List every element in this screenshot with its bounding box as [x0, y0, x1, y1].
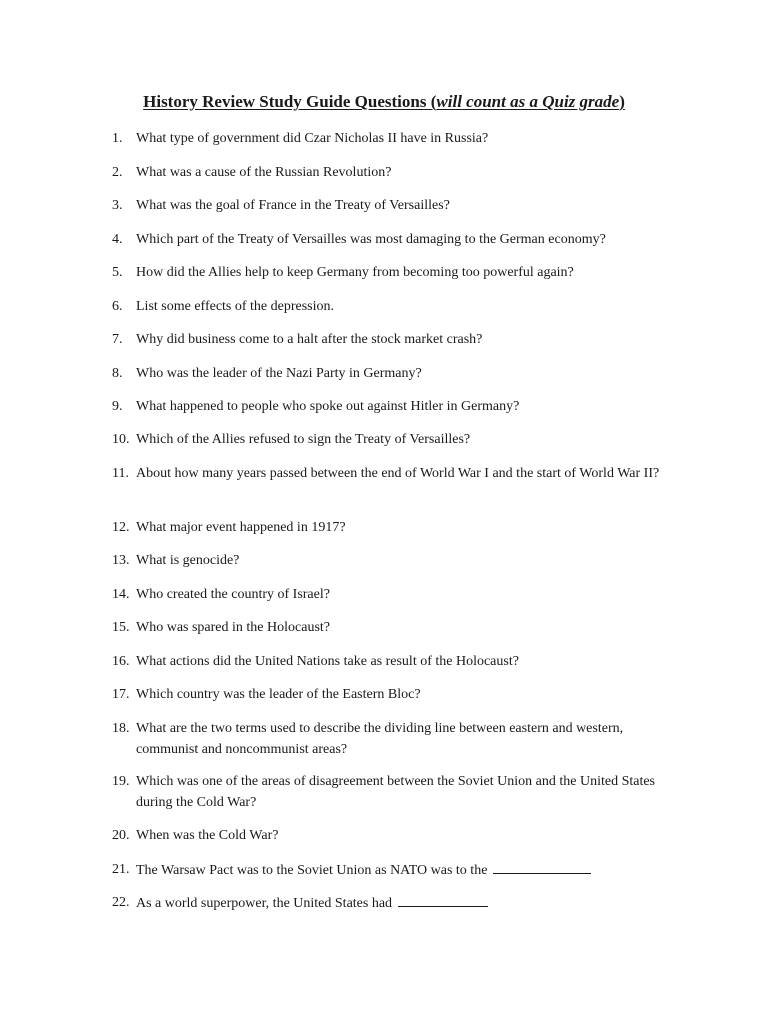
question-item [112, 825, 672, 846]
question-text: When was the Cold War? [136, 828, 279, 843]
page-title [0, 92, 768, 112]
question-text: About how many years passed between the end of World War I and the start of World War II? [136, 466, 660, 481]
question-number: 12. [112, 520, 130, 535]
question-item [112, 771, 672, 813]
question-item [112, 262, 672, 283]
question-text: Who was the leader of the Nazi Party in Germany? [136, 366, 422, 381]
question-text: Which of the Allies refused to sign the Treaty of Versailles? [136, 432, 471, 447]
question-text: What is genocide? [136, 553, 240, 568]
title-close: ) [619, 92, 625, 111]
question-number: 8. [112, 366, 123, 381]
question-text-content: As a world superpower, the United States had [136, 896, 396, 911]
question-item [112, 584, 672, 605]
question-number: 19. [112, 774, 130, 789]
question-number: 18. [112, 721, 130, 736]
answer-blank [493, 859, 591, 874]
question-number: 17. [112, 687, 130, 702]
question-number: 2. [112, 165, 123, 180]
question-text: What was the goal of France in the Treaty of Versailles? [136, 198, 450, 213]
question-item [112, 195, 672, 216]
question-number: 3. [112, 198, 123, 213]
question-item [112, 550, 672, 571]
question-text: How did the Allies help to keep Germany from becoming too powerful again? [136, 265, 574, 280]
question-text [136, 859, 672, 881]
question-number: 21. [112, 862, 130, 877]
question-item [112, 859, 672, 881]
question-number: 20. [112, 828, 130, 843]
question-number: 16. [112, 654, 130, 669]
question-text: What major event happened in 1917? [136, 520, 346, 535]
question-number: 1. [112, 131, 123, 146]
question-text: Which country was the leader of the Eastern Bloc? [136, 687, 421, 702]
question-item [112, 329, 672, 350]
question-text: Which part of the Treaty of Versailles was most damaging to the German economy? [136, 232, 606, 247]
title-main: History Review Study Guide Questions ( [143, 92, 437, 111]
question-text: List some effects of the depression. [136, 299, 335, 314]
question-item [112, 718, 672, 760]
question-item [112, 617, 672, 638]
question-text [136, 892, 672, 914]
answer-blank [398, 892, 488, 907]
question-item [112, 429, 672, 450]
question-number: 14. [112, 587, 130, 602]
question-text: Who created the country of Israel? [136, 587, 330, 602]
question-text: What type of government did Czar Nicholas II have in Russia? [136, 131, 489, 146]
question-text: Why did business come to a halt after the stock market crash? [136, 332, 483, 347]
question-item [112, 892, 672, 914]
question-text: What actions did the United Nations take as result of the Holocaust? [136, 654, 519, 669]
question-item [112, 296, 672, 317]
question-item [112, 128, 672, 149]
question-item [112, 396, 672, 417]
question-number: 9. [112, 399, 123, 414]
question-text: What was a cause of the Russian Revolution? [136, 165, 392, 180]
question-item [112, 684, 672, 705]
question-text: What are the two terms used to describe the dividing line between eastern and western, communist and noncommunist areas? [136, 721, 624, 757]
question-item [112, 162, 672, 183]
question-number: 6. [112, 299, 123, 314]
question-number: 15. [112, 620, 130, 635]
question-number: 5. [112, 265, 123, 280]
question-number: 4. [112, 232, 123, 247]
question-item [112, 363, 672, 384]
question-item [112, 229, 672, 250]
title-emphasis: will count as a Quiz grade [436, 92, 620, 111]
question-number: 13. [112, 553, 130, 568]
question-item [112, 463, 672, 484]
question-number: 10. [112, 432, 130, 447]
question-text: Which was one of the areas of disagreement between the Soviet Union and the United States during the Cold War? [136, 774, 656, 810]
question-text: Who was spared in the Holocaust? [136, 620, 330, 635]
question-number: 7. [112, 332, 123, 347]
question-text: What happened to people who spoke out against Hitler in Germany? [136, 399, 520, 414]
question-number: 22. [112, 895, 130, 910]
question-item [112, 517, 672, 538]
question-item [112, 651, 672, 672]
question-text-content: The Warsaw Pact was to the Soviet Union as NATO was to the [136, 863, 491, 878]
question-number: 11. [112, 466, 129, 481]
